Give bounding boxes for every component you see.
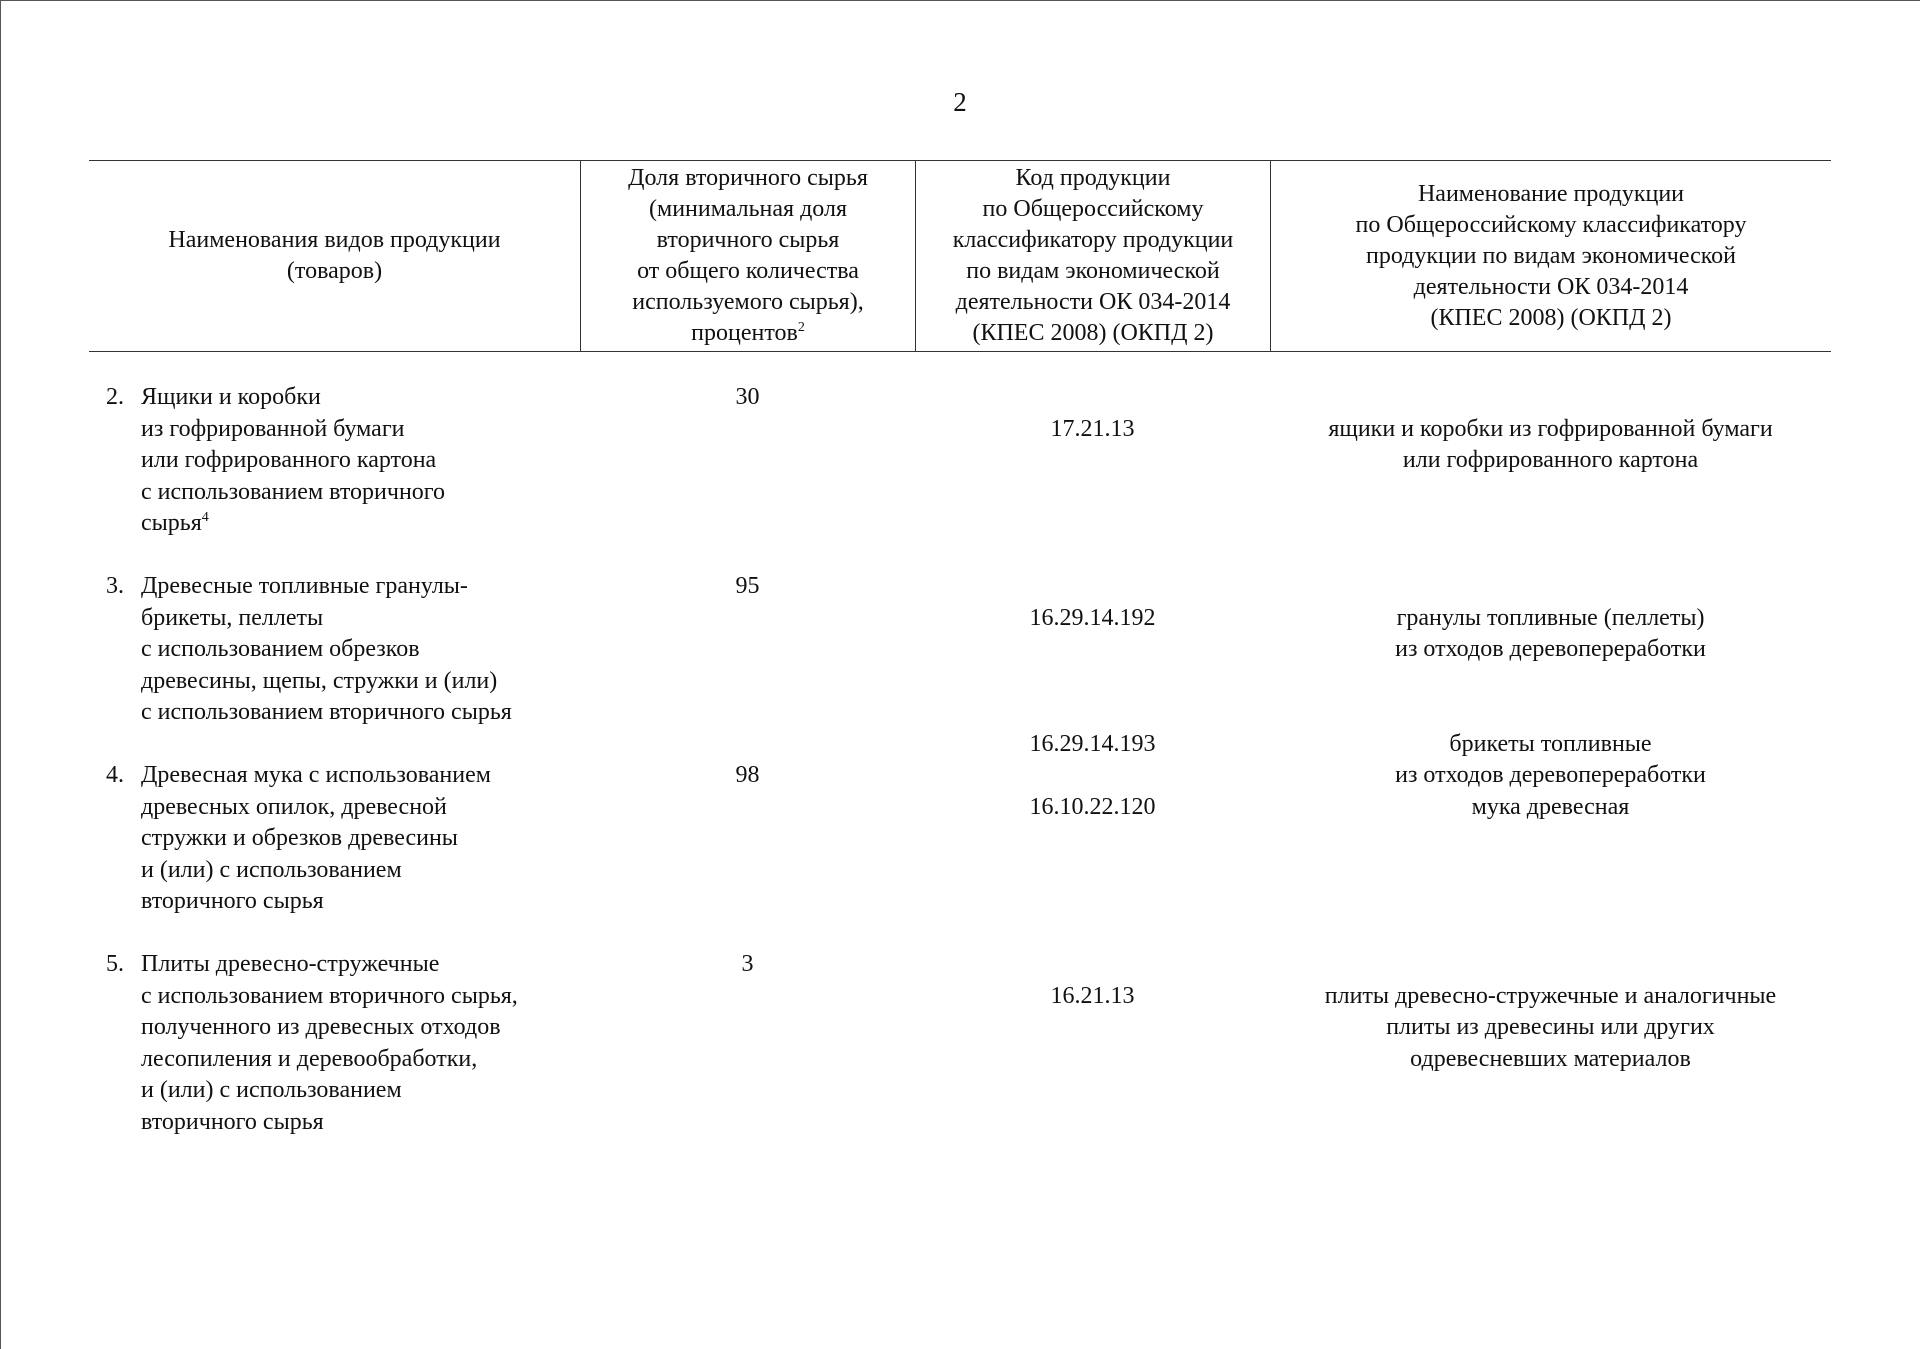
okpd2-product-name: мука древесная xyxy=(1471,793,1630,820)
okpd2-product-name: ящики и коробки из гофрированной бумаги или гофрированного картона xyxy=(1328,415,1773,473)
page-edge-top xyxy=(0,0,1920,1)
table-row xyxy=(89,949,1831,1138)
secondary-share-value: 3 xyxy=(741,951,754,977)
okpd2-code: 16.21.13 xyxy=(1050,982,1135,1009)
okpd2-product-name: плиты древесно-стружечные и аналогичные плиты из древесины или других одревесневших материалов xyxy=(1324,982,1777,1072)
table-row xyxy=(89,760,1831,918)
okpd2-code: 16.10.22.120 xyxy=(1029,793,1156,820)
product-name: Ящики и коробки из гофрированной бумаги или гофрированного картона с использованием вторичного сырья$^4$ xyxy=(141,384,446,536)
okpd2-code: 17.21.13 xyxy=(1050,415,1135,442)
table-header xyxy=(89,160,1831,352)
product-name: Плиты древесно-стружечные с использованием вторичного сырья, полученного из древесных отходов лесопиления и деревообработки, и (или) с использованием вторичного сырья xyxy=(141,951,518,1135)
header-secondary-share-text: Доля вторичного сырья (минимальная доля вторичного сырья от общего количества используемого сырья), процентов xyxy=(628,165,868,346)
page-number: 2 xyxy=(953,87,967,117)
secondary-share-value: 30 xyxy=(735,384,760,410)
header-okpd2-name: Наименование продукции по Общероссийскому классификатору продукции по видам экономической деятельности ОК 034-2014 (КПЕС 2008) (ОКПД 2) xyxy=(1270,161,1831,351)
okpd2-product-name: гранулы топливные (пеллеты) из отходов деревопереработки xyxy=(1395,604,1706,662)
okpd2-product-name: брикеты топливные из отходов деревопереработки xyxy=(1395,730,1706,788)
footnote-marker: 4 xyxy=(201,510,209,525)
products-table xyxy=(89,160,1831,1135)
okpd2-code: 16.29.14.193 xyxy=(1029,730,1156,757)
row-number: 4. xyxy=(106,762,124,788)
page-edge-left xyxy=(0,0,1,1349)
secondary-share-value: 95 xyxy=(735,573,760,599)
product-name: Древесная мука с использованием древесных опилок, древесной стружки и обрезков древесины и (или) с использованием вторичного сырья xyxy=(141,762,491,914)
row-number: 3. xyxy=(106,573,124,599)
row-number: 2. xyxy=(106,384,124,410)
product-name: Древесные топливные гранулы- брикеты, пеллеты с использованием обрезков древесины, щепы, стружки и (или) с использованием вторичного сырья xyxy=(141,573,512,725)
header-okpd2-code: Код продукции по Общероссийскому классификатору продукции по видам экономической деятельности ОК 034-2014 (КПЕС 2008) (ОКПД 2) xyxy=(915,161,1270,351)
table-row xyxy=(89,382,1831,540)
secondary-share-value: 98 xyxy=(735,762,760,788)
okpd2-code: 16.29.14.192 xyxy=(1029,604,1156,631)
footnote-marker: 2 xyxy=(797,320,805,335)
header-product-types: Наименования видов продукции (товаров) xyxy=(168,227,501,284)
row-number: 5. xyxy=(106,951,124,977)
header-secondary-share xyxy=(580,161,915,351)
